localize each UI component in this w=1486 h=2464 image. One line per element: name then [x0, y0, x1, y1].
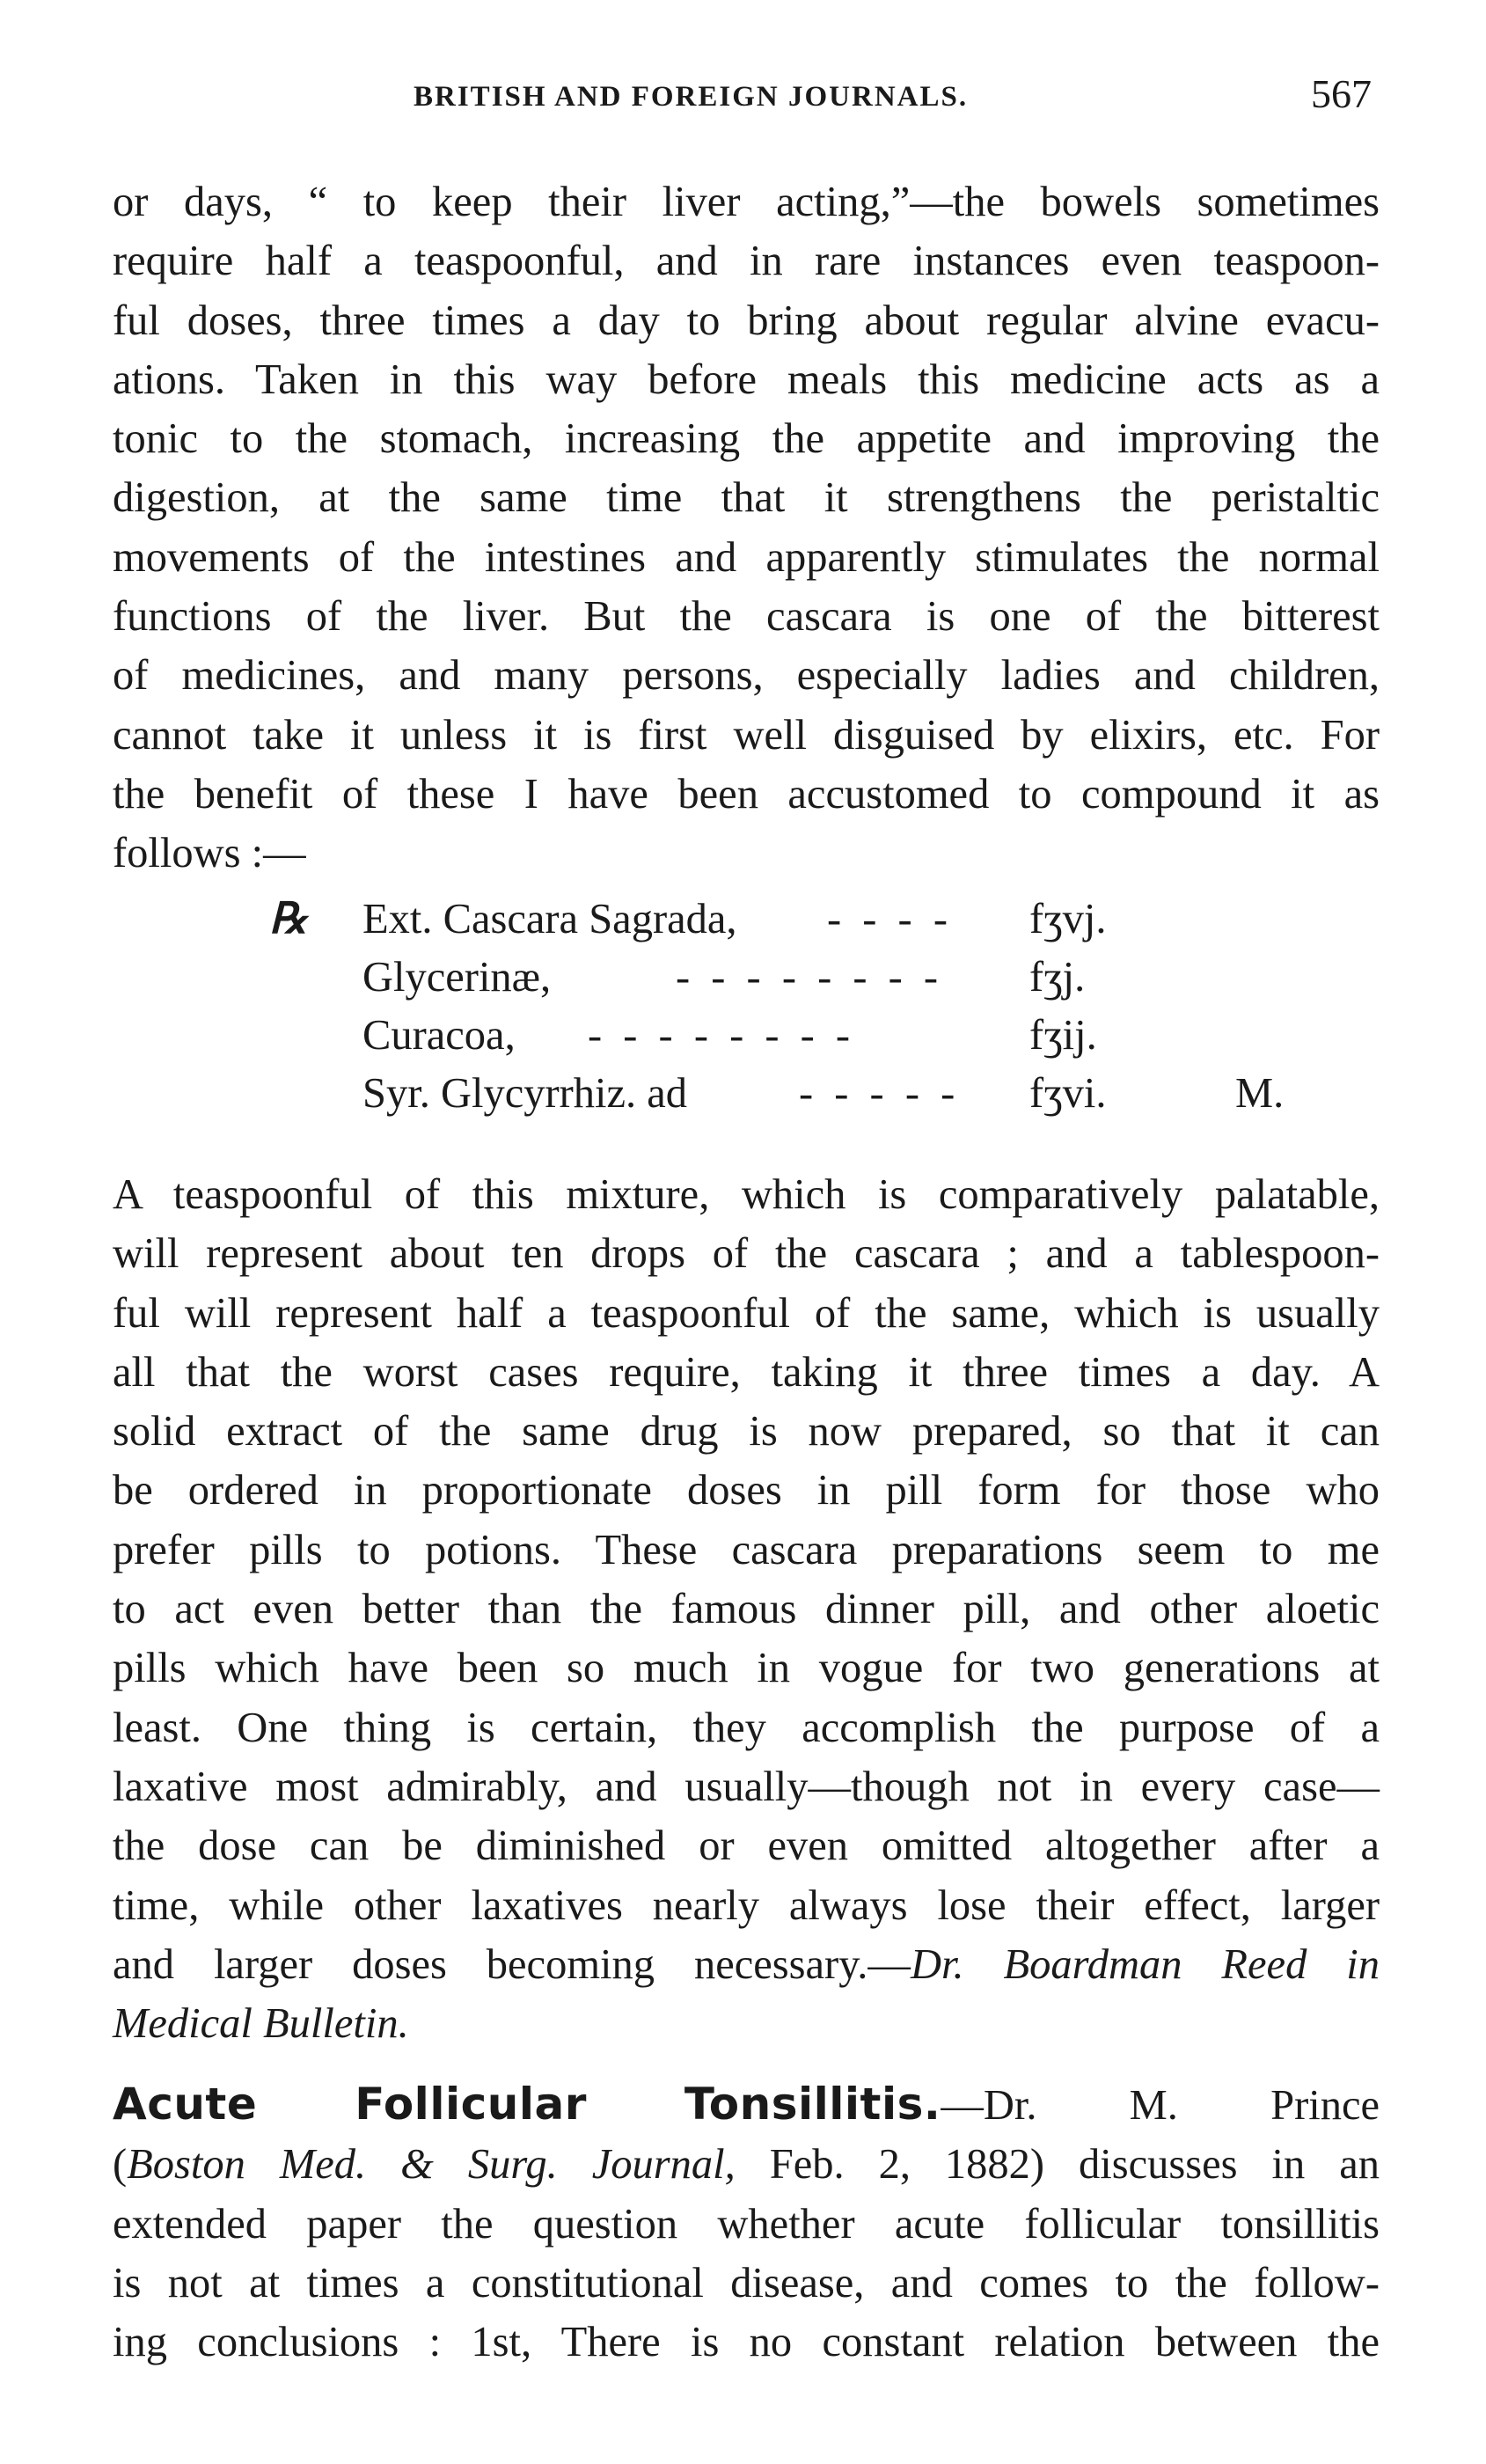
text-line: will represent about ten drops of the cascara ; and a tablespoon- [113, 1230, 1380, 1278]
text-line [113, 2075, 1380, 2135]
text-fragment: —Dr. M. Prince [941, 2082, 1380, 2129]
text-line [113, 1935, 1380, 1994]
running-head: BRITISH AND FOREIGN JOURNALS. [414, 81, 969, 113]
text-line: the dose can be diminished or even omitted altogether after a [113, 1822, 1380, 1870]
page-number: 567 [1311, 71, 1372, 116]
text-line: require half a teaspoonful, and in rare instances even teaspoon- [113, 238, 1380, 285]
text-line: of medicines, and many persons, especially ladies and children, [113, 652, 1380, 700]
recipe-row [113, 1065, 1380, 1123]
text-line: all that the worst cases require, taking it three times a day. A [113, 1348, 1380, 1396]
text-line: follows :— [113, 830, 306, 877]
text-line: ations. Taken in this way before meals this medicine acts as a [113, 356, 1380, 403]
text-line: prefer pills to potions. These cascara preparations seem to me [113, 1526, 1380, 1573]
recipe-row [113, 949, 1380, 1007]
journal-citation: Boston Med. & Surg. Journal, [127, 2141, 736, 2189]
text-fragment: ( [113, 2141, 128, 2189]
text-fragment: Feb. 2, 1882) discusses in an [735, 2141, 1380, 2189]
text-line: ful will represent half a teaspoonful of the same, which is usually [113, 1289, 1380, 1337]
text-line: pills which have been so much in vogue for two generations at [113, 1645, 1380, 1692]
recipe-leader-dots: - - - - - - - - [676, 954, 944, 1001]
recipe-misce: M. [1235, 1070, 1285, 1117]
text-line: A teaspoonful of this mixture, which is comparatively palatable, [113, 1171, 1380, 1218]
text-line: the benefit of these I have been accustomed to compound it as [113, 770, 1380, 818]
paragraph-cascara-dosing [113, 172, 1380, 884]
recipe-row [113, 891, 1380, 949]
recipe-ingredient: Ext. Cascara Sagrada, [362, 896, 737, 942]
rx-symbol: ℞ [269, 896, 308, 942]
text-line: laxative most admirably, and usually—though not in every case— [113, 1763, 1380, 1810]
source-credit-line: Medical Bulletin. [113, 2000, 409, 2048]
text-line: functions of the liver. But the cascara is one of the bitterest [113, 593, 1380, 641]
text-line: be ordered in proportionate doses in pill form for those who [113, 1467, 1380, 1514]
recipe-ingredient: Glycerinæ, [362, 954, 552, 1001]
text-line [113, 2135, 1380, 2194]
paragraph-tonsillitis [113, 2075, 1380, 2372]
text-line: least. One thing is certain, they accomplish the purpose of a [113, 1704, 1380, 1751]
recipe-ingredient: Syr. Glycyrrhiz. ad [362, 1070, 688, 1117]
prescription-recipe [113, 891, 1380, 1123]
text-line: extended paper the question whether acute follicular tonsillitis [113, 2200, 1380, 2248]
recipe-quantity: fʒvj. [1029, 896, 1107, 942]
text-line: to act even better than the famous dinner pill, and other aloetic [113, 1586, 1380, 1633]
text-line: cannot take it unless it is first well disguised by elixirs, etc. For [113, 711, 1380, 759]
recipe-quantity: fʒvi. [1029, 1070, 1107, 1117]
text-line: time, while other laxatives nearly always lose their effect, larger [113, 1881, 1380, 1929]
text-fragment: and larger doses becoming necessary.— [113, 1940, 911, 1988]
section-heading: Acute Follicular Tonsillitis. [113, 2079, 941, 2130]
recipe-row [113, 1007, 1380, 1065]
paragraph-mixture-effects [113, 1165, 1380, 2053]
recipe-quantity: fʒj. [1029, 954, 1086, 1001]
text-line: is not at times a constitutional disease, and comes to the follow- [113, 2259, 1380, 2306]
text-line: or days, “ to keep their liver acting,”—the bowels sometimes [113, 179, 1380, 225]
recipe-quantity: fʒij. [1029, 1012, 1097, 1059]
text-line: ing conclusions : 1st, There is no constant relation between the [113, 2319, 1380, 2366]
text-line: tonic to the stomach, increasing the appetite and improving the [113, 415, 1380, 463]
recipe-leader-dots: - - - - - - - - [588, 1012, 856, 1059]
text-line: ful doses, three times a day to bring about regular alvine evacu- [113, 297, 1380, 344]
source-credit: Dr. Boardman Reed in [910, 1940, 1380, 1988]
text-line: solid extract of the same drug is now prepared, so that it can [113, 1408, 1380, 1456]
text-line: digestion, at the same time that it strengthens the peristaltic [113, 474, 1380, 522]
recipe-leader-dots: - - - - - [799, 1070, 961, 1117]
text-line: movements of the intestines and apparently stimulates the normal [113, 533, 1380, 581]
recipe-ingredient: Curacoa, [362, 1012, 516, 1059]
recipe-leader-dots: - - - - [827, 896, 953, 942]
